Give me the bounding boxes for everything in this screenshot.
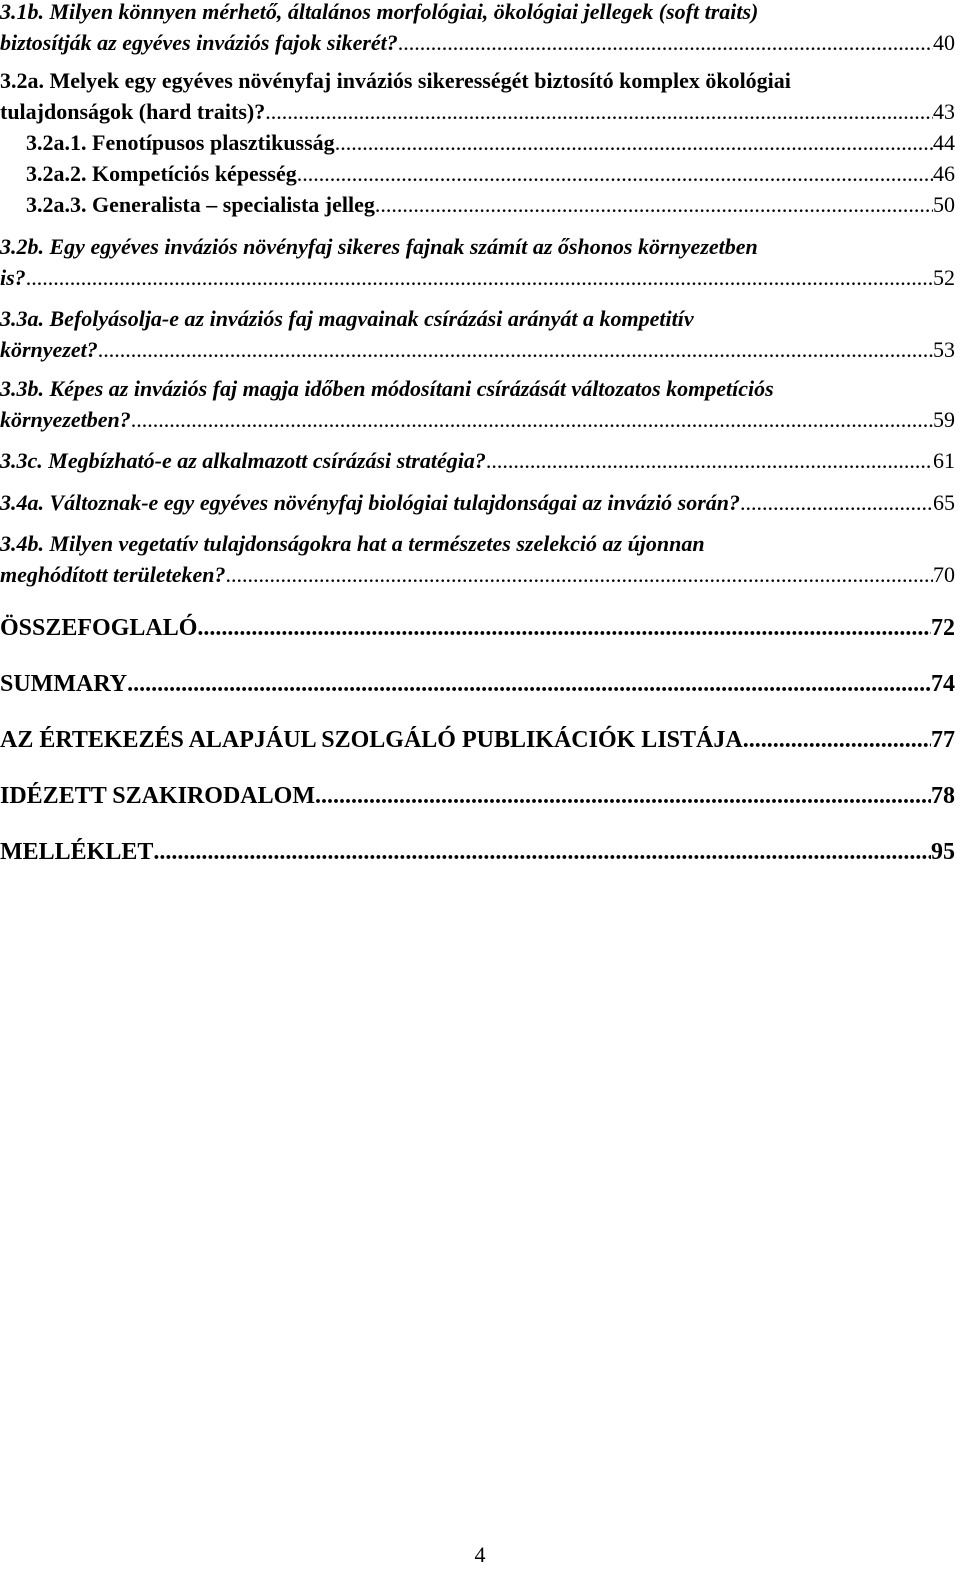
toc-entry-text: környezetben? — [0, 407, 131, 432]
toc-entry-text: 3.3c. Megbízható-e az alkalmazott csírázási stratégia? — [0, 448, 486, 473]
toc-page-number: 50 — [933, 192, 955, 217]
toc-page-number: 44 — [933, 130, 955, 155]
toc-entry-line — [0, 303, 955, 334]
toc-leader-dots — [153, 836, 931, 868]
toc-entry-line — [0, 724, 955, 756]
toc-page-number: 52 — [933, 265, 955, 290]
toc-entry-szakirodalom[interactable] — [0, 780, 955, 812]
toc-entry-3-2a[interactable] — [0, 65, 955, 127]
toc-entry-text: 3.4b. Milyen vegetatív tulajdonságokra hat a természetes szelekció az újonnan — [0, 531, 705, 556]
toc-page-number: 40 — [933, 30, 955, 55]
toc-leader-dots — [26, 262, 933, 293]
toc-entry-text: környezet? — [0, 337, 98, 362]
toc-entry-line — [26, 158, 955, 189]
toc-entry-line — [26, 189, 955, 220]
toc-page-number: 65 — [933, 490, 955, 515]
toc-leader-dots — [740, 487, 933, 518]
toc-leader-dots — [486, 445, 933, 476]
toc-entry-text: 3.4a. Változnak-e egy egyéves növényfaj biológiai tulajdonságai az invázió során? — [0, 490, 741, 515]
toc-entry-3-3a[interactable] — [0, 303, 955, 365]
toc-leader-dots — [131, 404, 933, 435]
toc-page-number: 43 — [933, 99, 955, 124]
toc-entry-osszefoglalo[interactable] — [0, 612, 955, 644]
toc-entry-text: 3.3a. Befolyásolja-e az inváziós faj magvainak csírázási arányát a kompetitív — [0, 306, 694, 331]
toc-entry-text: 3.2b. Egy egyéves inváziós növényfaj sikeres fajnak számít az őshonos környezetben — [0, 234, 758, 259]
toc-entry-line — [0, 231, 955, 262]
toc-entry-publikaciok[interactable] — [0, 724, 955, 756]
toc-leader-dots — [197, 612, 931, 644]
toc-page-number: 72 — [931, 615, 955, 641]
toc-leader-dots — [297, 158, 933, 189]
toc-entry-text: IDÉZETT SZAKIRODALOM — [0, 783, 315, 809]
toc-entry-melleklet[interactable] — [0, 836, 955, 868]
toc-entry-3-4a[interactable] — [0, 487, 955, 518]
toc-page-number: 77 — [931, 727, 955, 753]
toc-leader-dots — [375, 189, 933, 220]
toc-entry-text: meghódított területeken? — [0, 562, 226, 587]
toc-entry-text: SUMMARY — [0, 671, 128, 697]
toc-entry-3-3c[interactable] — [0, 445, 955, 476]
toc-page-number: 78 — [931, 783, 955, 809]
toc-entry-text: AZ ÉRTEKEZÉS ALAPJÁUL SZOLGÁLÓ PUBLIKÁCIÓK LISTÁJA — [0, 727, 743, 753]
toc-page-number: 53 — [933, 337, 955, 362]
toc-entry-line — [0, 559, 955, 590]
page-number: 4 — [474, 1542, 486, 1567]
toc-entry-text: 3.3b. Képes az inváziós faj magja időben módosítani csírázását változatos kompetíciós — [0, 376, 774, 401]
toc-entry-3-3b[interactable] — [0, 373, 955, 435]
toc-entry-line — [0, 65, 955, 96]
toc-entry-line — [0, 0, 955, 27]
toc-entry-text: 3.2a. Melyek egy egyéves növényfaj inváziós sikerességét biztosító komplex ökológiai — [0, 68, 791, 93]
toc-entry-line — [0, 487, 955, 518]
toc-entry-line — [0, 27, 955, 58]
toc-entry-line — [26, 127, 955, 158]
toc-entry-text: 3.2a.2. Kompetíciós képesség — [26, 161, 297, 186]
toc-entry-text: 3.2a.3. Generalista – specialista jelleg — [26, 192, 375, 217]
toc-leader-dots — [743, 724, 931, 756]
toc-leader-dots — [335, 127, 933, 158]
toc-leader-dots — [265, 96, 933, 127]
toc-entry-line — [0, 668, 955, 700]
toc-entry-line — [0, 780, 955, 812]
toc-entry-3-2a-3[interactable] — [26, 189, 955, 220]
toc-leader-dots — [398, 27, 933, 58]
toc-page-number: 46 — [933, 161, 955, 186]
toc-entry-text: ÖSSZEFOGLALÓ — [0, 615, 198, 641]
toc-entry-text: tulajdonságok (hard traits)? — [0, 99, 266, 124]
toc-entry-3-2b[interactable] — [0, 231, 955, 293]
toc-entry-3-2a-2[interactable] — [26, 158, 955, 189]
toc-entry-line — [0, 404, 955, 435]
toc-entry-3-2a-1[interactable] — [26, 127, 955, 158]
toc-entry-line — [0, 528, 955, 559]
toc-entry-line — [0, 334, 955, 365]
toc-entry-text: 3.1b. Milyen könnyen mérhető, általános morfológiai, ökológiai jellegek (soft traits) — [0, 0, 759, 24]
toc-page-number: 95 — [931, 839, 955, 865]
toc-entry-summary[interactable] — [0, 668, 955, 700]
toc-entry-text: MELLÉKLET — [0, 839, 154, 865]
toc-entry-3-1b[interactable] — [0, 0, 955, 58]
toc-entry-line — [0, 373, 955, 404]
toc-entry-text: biztosítják az egyéves inváziós fajok sikerét? — [0, 30, 398, 55]
toc-entry-line — [0, 612, 955, 644]
toc-entry-line — [0, 836, 955, 868]
toc-leader-dots — [98, 334, 933, 365]
toc-entry-line — [0, 262, 955, 293]
toc-entry-line — [0, 96, 955, 127]
toc-entry-text: is? — [0, 265, 26, 290]
toc-page-number: 61 — [933, 448, 955, 473]
toc-entry-3-4b[interactable] — [0, 528, 955, 590]
toc-leader-dots — [127, 668, 931, 700]
toc-leader-dots — [315, 780, 931, 812]
toc-page-number: 70 — [933, 562, 955, 587]
toc-entry-text: 3.2a.1. Fenotípusos plasztikusság — [26, 130, 335, 155]
toc-entry-line — [0, 445, 955, 476]
toc-page-number: 59 — [933, 407, 955, 432]
toc-page-number: 74 — [931, 671, 955, 697]
toc-leader-dots — [226, 559, 934, 590]
